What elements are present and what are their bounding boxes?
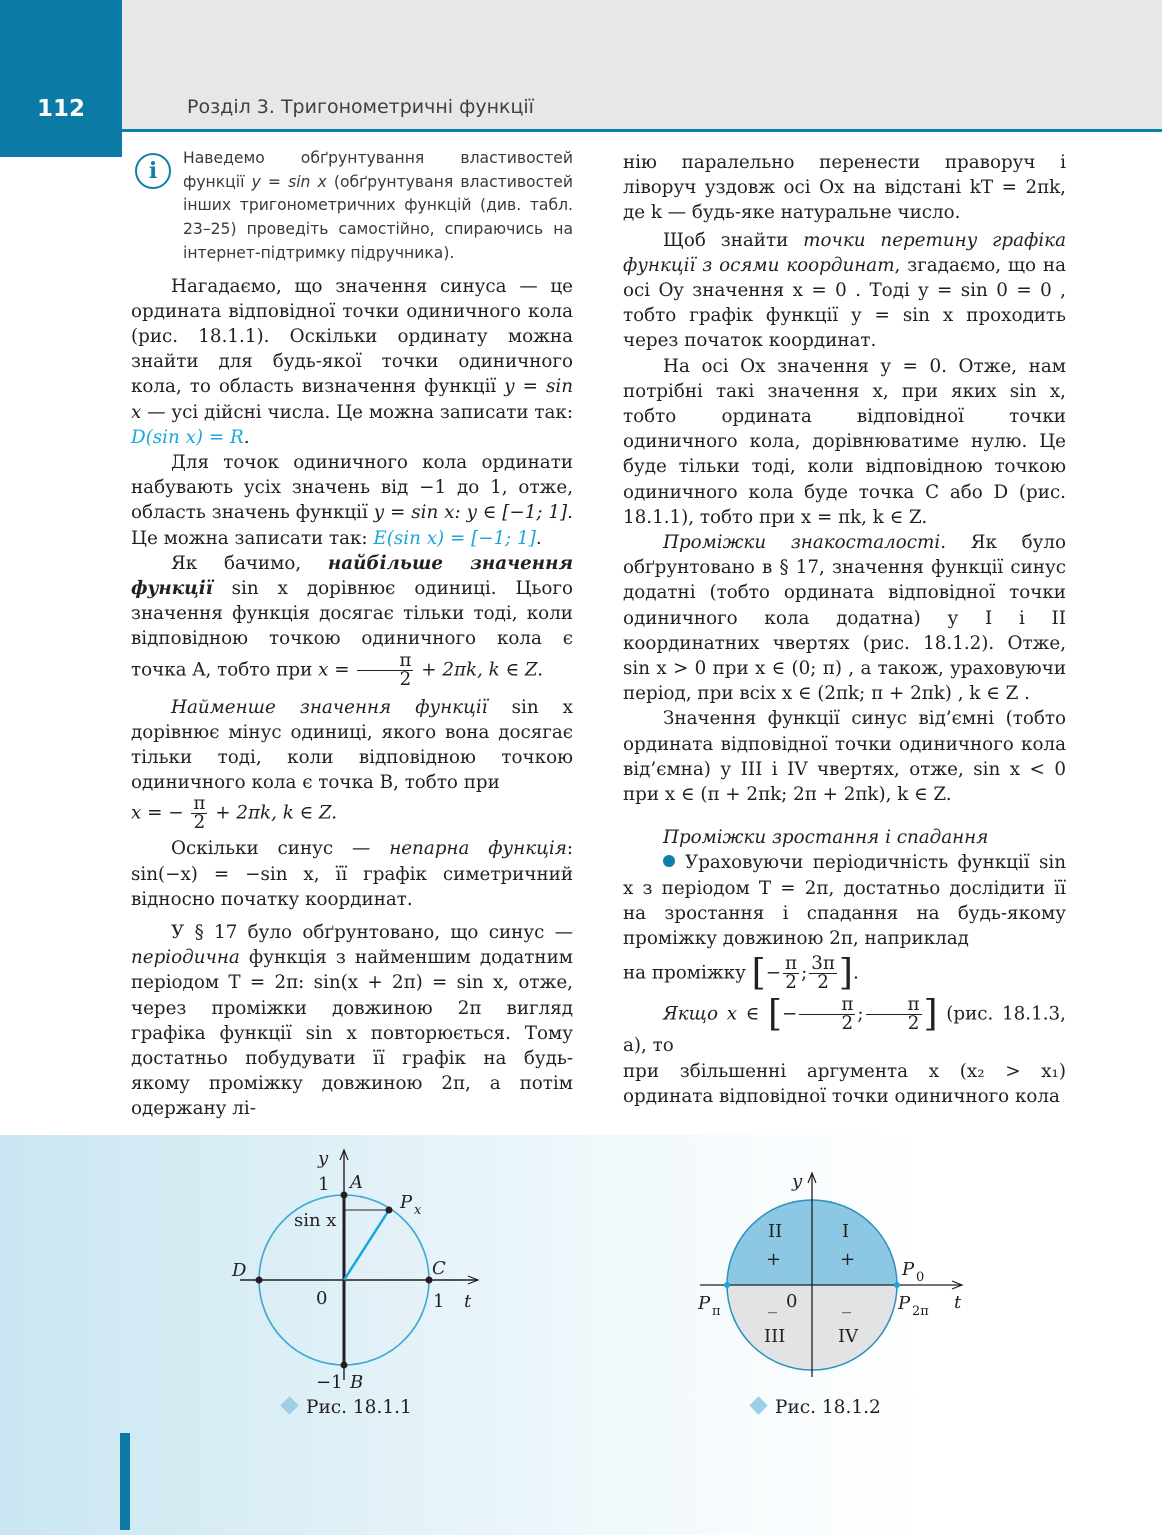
label-B: B <box>350 1372 364 1393</box>
label-P0-sub: 0 <box>916 1270 925 1285</box>
paragraph: Нагадаємо, що значення синуса — це ордината відповідної точки одиничного кола (рис. 18.1.1). Оскільки ординату можна знайти для будь-якої точки одиничного кола, то область визначення функції y = sin x — усі дійсні числа. Це можна записати так: D(sin x) = R. <box>131 275 573 448</box>
emphasis: періодична <box>131 947 240 969</box>
figure-2-caption <box>752 1397 881 1418</box>
label-y: y <box>318 1148 329 1169</box>
paragraph <box>131 836 573 912</box>
label-P0: P <box>902 1259 915 1280</box>
paragraph-text: (рис. 18.1.3, a), то <box>623 1003 1066 1057</box>
point-A <box>341 1192 348 1199</box>
formula: + 2πk, k ∈ Z. <box>215 802 338 824</box>
fraction: $\frac{\pi}{2}$ <box>193 793 206 834</box>
label-A: A <box>350 1172 363 1193</box>
radius-line <box>344 1210 389 1280</box>
label-plus-q1: + <box>840 1249 856 1270</box>
point-Ppi <box>724 1282 730 1288</box>
label-Ppi: P <box>698 1293 711 1314</box>
label-q1: I <box>842 1221 850 1242</box>
label-Ppi-sub: π <box>712 1304 721 1319</box>
fraction: $\frac{\pi}{2}$ <box>785 953 798 994</box>
paragraph <box>131 695 573 796</box>
paragraph-text: Щоб знайти <box>663 229 804 251</box>
margin-bar <box>120 1433 130 1530</box>
label-t: t <box>954 1292 962 1313</box>
emphasis: Найменше значення функції <box>171 696 488 718</box>
formula: x = − <box>131 802 184 824</box>
paragraph <box>131 551 573 689</box>
label-D: D <box>232 1260 247 1281</box>
label-zero: 0 <box>316 1288 328 1309</box>
emphasis: найбільше значення функції <box>131 552 573 599</box>
paragraph-text: , згадаємо, що на осі Oy значення x = 0 . Тоді y = sin 0 = 0 , тобто графік функції y = sin x проходить через початок координат. <box>623 254 1066 352</box>
label-q3: III <box>764 1326 786 1347</box>
paragraph <box>623 228 1066 354</box>
label-t: t <box>464 1291 472 1312</box>
paragraph-text: Для точок одиничного кола ординати набувають усіх значень від −1 до 1, отже, область значень функції <box>131 451 573 524</box>
paragraph: Якщо x ∈ [− $\frac{\pi}{2}$ ; $\frac{\pi}{2}$ ] (рис. 18.1.3, a), то <box>623 993 1066 1057</box>
caption-diamond-icon <box>280 1396 298 1414</box>
paragraph <box>131 920 573 1122</box>
paragraph-text: Нагадаємо, що значення синуса — це ордината відповідної точки одиничного кола (рис. 18.1.1). Оскільки ординату можна знайти для будь-якої точки одиничного кола, то область визначення функції <box>131 275 573 398</box>
caption-text: Рис. 18.1.1 <box>306 1397 412 1418</box>
paragraph-text: : sin(−x) = −sin x, її графік симетричний відносно початку координат. <box>131 838 573 910</box>
paragraph-text: — усі дійсні числа. Це можна записати так: <box>141 401 573 423</box>
subheading <box>623 825 1066 850</box>
info-text-after: (обґрунтуваня властивостей інших тригонометричних функцій (див. табл. 23–25) проведіть самостійно, спираючись на інтернет-підтримку підручника). <box>183 172 573 262</box>
fraction: $\frac{\pi}{2}$ <box>799 996 855 1033</box>
paragraph: нію паралельно перенести праворуч і ліворуч уздовж осі Ox на відстані kT = 2πk, де k — будь-яке натуральне число. <box>623 152 1066 224</box>
paragraph: при збільшенні аргумента x (x₂ > x₁) ордината відповідної точки одиничного кола <box>623 1060 1066 1107</box>
paragraph <box>623 850 1066 951</box>
formula-line: на проміжку [− $\frac{\pi}{2}$ ; $\frac{3\pi}{2}$ ]. <box>623 952 859 994</box>
caption-text: Рис. 18.1.2 <box>775 1397 881 1418</box>
paragraph <box>623 530 1066 706</box>
emphasis: точки перетину графіка функції з осями координат <box>623 229 1066 276</box>
range-formula: E(sin x) = [−1; 1] <box>373 527 536 549</box>
paragraph-text: Це можна записати так: <box>131 527 374 549</box>
formula: y = sin x: y ∈ [−1; 1]. <box>373 502 573 524</box>
label-minus-one: −1 <box>316 1372 343 1393</box>
emphasis: непарна функція <box>389 838 567 860</box>
info-icon: i <box>135 153 171 189</box>
running-head: Розділ 3. Тригонометричні функції <box>187 96 534 118</box>
label-P: P <box>400 1192 413 1213</box>
label-plus-q2: + <box>766 1249 782 1270</box>
label-zero: 0 <box>786 1291 798 1312</box>
bullet-icon <box>663 855 675 867</box>
point-D <box>256 1277 263 1284</box>
paragraph-text: функція з найменшим додатним періодом T = 2π: sin(x + 2π) = sin x, отже, через проміжки довжиною 2π вигляд графіка функції sin x повторюється. Тому достатньо побудувати її графік на будь-якому проміжку довжиною 2π, а потім одержану лі- <box>131 947 573 1120</box>
figure-band <box>0 1135 1162 1535</box>
formula: + 2πk, k ∈ Z. <box>421 659 544 681</box>
left-column <box>131 147 573 1122</box>
label-one-top: 1 <box>318 1174 330 1195</box>
paragraph-text: У § 17 було обґрунтовано, що синус — <box>171 921 573 943</box>
point-P0 <box>894 1282 900 1288</box>
label-minus-q3: _ <box>768 1293 777 1314</box>
fraction: $\frac{\pi}{2}$ <box>357 652 413 689</box>
paragraph-text: sin x дорівнює одиниці. Цього значення функція досягає тільки тоді, коли відповідною точкою одиничного кола є точка A, тобто при <box>131 577 573 681</box>
label-P2pi: P <box>898 1293 911 1314</box>
subheading-text: Проміжки зростання і спадання <box>663 827 989 849</box>
paragraph-text: на проміжку <box>623 962 752 984</box>
formula: y = sin x <box>131 376 573 423</box>
label-q2: II <box>768 1221 783 1242</box>
paragraph-text: Ураховуючи періодичність функції sin x з періодом T = 2π, достатньо дослідити її на зростання і спадання на будь-якому проміжку довжиною 2π, наприклад <box>623 852 1066 950</box>
header-rule <box>122 129 1162 132</box>
emphasis: Проміжки знакосталості <box>663 532 941 554</box>
page-tab <box>0 0 122 157</box>
paragraph-text: Як бачимо, <box>171 552 328 574</box>
label-q4: IV <box>838 1326 859 1347</box>
paragraph: На осі Ox значення y = 0. Отже, нам потрібні такі значення x, при яких sin x, тобто ордината відповідної точки одиничного кола, дорівнюватиме нулю. Це буде тільки тоді, коли відповідною точкою одиничного кола буде точка C або D (рис. 18.1.1), тобто при x = πk, k ∈ Z. <box>623 355 1066 528</box>
paragraph: Значення функції синус від’ємні (тобто ордината відповідної точки одиничного кола від’ємна) у III і IV чвертях, отже, sin x < 0 при x ∈ (π + 2πk; 2π + 2πk), k ∈ Z. <box>623 708 1066 806</box>
label-P2pi-sub: 2π <box>912 1304 929 1319</box>
label-one-right: 1 <box>433 1291 445 1312</box>
figure-1-caption <box>283 1397 412 1418</box>
label-y: y <box>792 1171 803 1192</box>
right-column <box>623 147 1066 1109</box>
label-C: C <box>432 1258 446 1279</box>
caption-diamond-icon <box>749 1396 767 1414</box>
page-number: 112 <box>36 96 85 122</box>
info-text-before: Наведемо обґрунтування властивостей функції <box>183 149 573 191</box>
fraction: $\frac{3\pi}{2}$ <box>811 953 835 994</box>
label-minus-q4: _ <box>842 1293 851 1314</box>
formula-line <box>131 795 573 832</box>
paragraph-text: . Як було обґрунтовано в § 17, значення функції синус додатні (тобто ордината відповідної точки одиничного кола додатна) у I і II координатних чвертях (рис. 18.1.2). Отже, sin x > 0 при x ∈ (0; π) , а також, ураховуючи період, при всіх x ∈ (2πk; π + 2πk) , k ∈ Z . <box>623 532 1066 705</box>
info-note <box>131 147 573 266</box>
formula: Якщо x ∈ <box>663 1003 768 1025</box>
quadrants-figure <box>690 1165 980 1395</box>
label-P-sub: x <box>414 1203 422 1218</box>
fraction: $\frac{\pi}{2}$ <box>866 996 922 1033</box>
point-P <box>386 1207 393 1214</box>
point-B <box>341 1362 348 1369</box>
paragraph-text: sin x дорівнює мінус одиниці, якого вона досягає тільки тоді, коли відповідною точкою одиничного кола є точка B, тобто при <box>131 696 573 794</box>
domain-formula: D(sin x) = R <box>131 426 244 448</box>
formula: x = <box>318 659 350 681</box>
paragraph-text: Оскільки синус — <box>171 838 390 860</box>
paragraph: Для точок одиничного кола ординати набувають усіх значень від −1 до 1, отже, область значень функції y = sin x: y ∈ [−1; 1]. Це можна записати так: E(sin x) = [−1; 1]. <box>131 451 573 549</box>
unit-circle-figure <box>220 1140 500 1400</box>
label-sin: sin x <box>294 1210 337 1231</box>
info-formula: y = sin x <box>251 172 327 191</box>
